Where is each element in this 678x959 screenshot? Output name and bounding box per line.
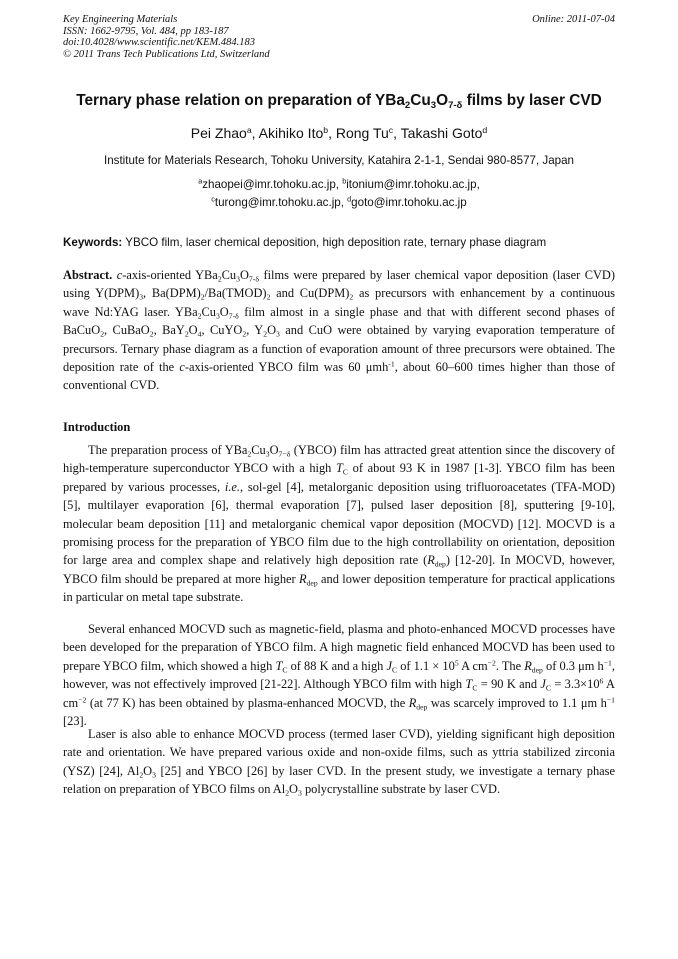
para-text: Laser is also able to enhance MOCVD process (termed laser CVD), yielding significant high deposition rate and orientation. We have prepared various oxide and non-oxide films, such as yttria stabilized zirconia (YSZ) [24], Al	[63, 727, 615, 778]
abstract-sub: 2	[217, 274, 222, 284]
para-text: was scarcely improved to 1.1 μm h	[427, 695, 607, 710]
abstract-text: Cu	[201, 304, 216, 319]
email-address[interactable]: zhaopei@imr.tohoku.ac.jp,	[202, 178, 343, 191]
para-text: A cm	[63, 677, 615, 710]
title-sub: 3	[430, 99, 437, 111]
abstract-text: , BaY	[153, 323, 185, 338]
para-text: ) [12-20]. In MOCVD, however, YBCO film should be prepared at more higher	[63, 553, 615, 586]
keywords-label: Keywords:	[63, 236, 123, 249]
abstract-text: O	[267, 323, 277, 338]
abstract-sub: 2	[149, 329, 154, 339]
abstract-text: and CuO were obtained by varying evaporation temperature of precursors. Ternary phase diagram as a function of evaporation amount of three precursors were obtained. The deposition rate of the	[63, 323, 615, 375]
abstract-italic: c	[116, 268, 123, 282]
para-sub: dep	[416, 701, 428, 711]
abstract-text: and Cu(DPM)	[270, 286, 350, 301]
abstract-text: , CuYO	[201, 323, 243, 338]
email-address[interactable]: itonium@imr.tohoku.ac.jp,	[346, 178, 480, 191]
para-text: [23].	[63, 714, 87, 729]
doi-line: doi:10.4028/www.scientific.net/KEM.484.183	[63, 37, 255, 49]
para-italic: R	[408, 695, 417, 710]
online-date: Online: 2011-07-04	[532, 14, 615, 25]
para-text: and lower deposition temperature for practical applications in particular on metal tape substrate.	[63, 571, 615, 605]
intro-paragraph-3	[63, 725, 615, 799]
para-text: of 1.1 × 10	[397, 658, 455, 673]
abstract-label: Abstract.	[63, 268, 113, 282]
email-mark: b	[342, 176, 347, 186]
abstract-text: -axis-oriented YBCO film was 60 μmh	[184, 360, 389, 375]
author-mark: c	[388, 124, 394, 135]
abstract-text: , Ba(DPM)	[143, 286, 201, 301]
section-heading: Introduction	[63, 420, 131, 434]
para-sup: −1	[603, 658, 612, 668]
para-text: (YBCO) film has attracted great attention since the discovery of high-temperature superconductor YBCO with a high	[63, 443, 615, 476]
para-sub: dep	[434, 559, 446, 569]
author-list	[0, 125, 678, 141]
email-address[interactable]: turong@imr.tohoku.ac.jp,	[214, 196, 348, 209]
abstract-text: , about 60–600 times higher than those of conventional CVD.	[63, 360, 616, 393]
para-sub: C	[545, 683, 551, 693]
abstract-text: O	[188, 323, 198, 338]
abstract-sub: 4	[197, 329, 202, 339]
abstract-sub: 2	[349, 292, 354, 302]
para-text: , sol-gel [4], metalorganic deposition using trifluoroacetates (TFA-MOD) [5], multilayer evaporation [6], thermal evaporation [7], pulsed laser deposition [8], sputtering [9-10], molecular beam deposition [11] and metalorganic chemical vapor deposition (MOCVD) [12]. MOCVD is a promising process for the preparation of YBCO film due to the high controllability on orientation, deposition for large area and complex shape and relatively high deposition rate (	[63, 479, 615, 568]
title-text: Cu	[410, 92, 431, 109]
email-mark: c	[211, 194, 215, 204]
para-italic: R	[524, 658, 532, 673]
para-sub: 3	[298, 788, 302, 798]
email-line	[0, 196, 678, 209]
para-italic: J	[386, 658, 392, 673]
abstract-text: Cu	[221, 268, 237, 282]
para-sub: C	[342, 467, 349, 477]
abstract-sub: 3	[236, 274, 240, 284]
para-sup: 6	[599, 676, 604, 686]
para-sub: 7−δ	[278, 449, 291, 459]
title-text: O	[436, 92, 449, 109]
abstract-text: as precursors with enhancement by a continuous wave Nd:YAG laser. YBa	[63, 286, 615, 319]
title-text: films by laser CVD	[462, 92, 602, 109]
author-sep: ,	[251, 125, 259, 141]
abstract-text: , Y	[246, 323, 264, 338]
author-sep: ,	[328, 125, 336, 141]
para-italic: T	[465, 677, 473, 692]
para-text: of 88 K and a high	[287, 658, 387, 673]
abstract-sub: 2	[200, 292, 205, 302]
author-name: Takashi Goto	[400, 125, 483, 141]
journal-name: Key Engineering Materials	[63, 14, 178, 25]
author-name: Rong Tu	[335, 125, 389, 141]
abstract-sub: 2	[242, 329, 247, 339]
issn-line: ISSN: 1662-9795, Vol. 484, pp 183-187	[63, 25, 229, 37]
abstract-sub: 7-δ	[248, 274, 259, 284]
title-sub: 2	[404, 99, 411, 111]
para-text: = 3.3×10	[550, 677, 600, 692]
para-sup: −2	[78, 695, 87, 705]
para-sup: 5	[454, 658, 459, 668]
para-sub: dep	[531, 665, 543, 675]
journal-header	[63, 14, 615, 60]
para-sup: −1	[606, 695, 615, 705]
email-address[interactable]: goto@imr.tohoku.ac.jp	[351, 196, 467, 209]
keywords-text: YBCO film, laser chemical deposition, high deposition rate, ternary phase diagram	[122, 236, 547, 249]
title-sub: 7-δ	[448, 99, 463, 111]
email-mark: d	[347, 194, 352, 204]
para-text: . The	[495, 658, 525, 673]
intro-paragraph-1	[63, 441, 615, 607]
abstract-sub: 2	[184, 329, 189, 339]
abstract-sub: 2	[263, 329, 268, 339]
affiliation: Institute for Materials Research, Tohoku University, Katahira 2-1-1, Sendai 980-8577, Japan	[103, 154, 574, 167]
abstract-sub: 2	[266, 292, 271, 302]
abstract-text: O	[219, 304, 229, 319]
para-italic: T	[275, 658, 283, 673]
abstract-italic: c	[179, 360, 185, 375]
para-sub: C	[282, 665, 288, 675]
abstract-sup: -1	[388, 359, 395, 369]
para-text: O	[289, 782, 298, 797]
para-text: O	[143, 763, 153, 778]
author-name: Akihiko Ito	[258, 125, 324, 141]
paper-title	[40, 92, 638, 110]
author-mark: b	[323, 124, 329, 135]
para-italic: i.e.	[224, 479, 241, 494]
abstract-text: O	[239, 268, 249, 282]
para-text: (at 77 K) has been obtained by plasma-enhanced MOCVD, the	[86, 695, 409, 710]
abstract-text: /Ba(TMOD)	[204, 286, 267, 301]
para-text: of 0.3 μm h	[542, 658, 604, 673]
intro-paragraph-2	[63, 620, 615, 730]
abstract-text: films were prepared by laser chemical vapor deposition (laser CVD) using Y(DPM)	[63, 268, 615, 301]
para-sub: C	[391, 665, 398, 675]
abstract-sub: 2	[100, 329, 105, 339]
abstract-sub: 7-δ	[228, 311, 239, 321]
para-italic: R	[427, 553, 435, 568]
para-text: [25] and YBCO [26] by laser CVD. In the present study, we investigate a ternary phase relation on preparation of YBCO films on Al	[63, 763, 615, 797]
abstract-sub: 3	[276, 329, 280, 339]
abstract-text: film almost in a single phase and that with different second phases of BaCuO	[63, 304, 615, 338]
para-sub: 3	[152, 770, 156, 780]
para-italic: R	[299, 571, 307, 586]
email-mark: a	[198, 176, 203, 186]
abstract-text: -axis-oriented YBa	[122, 268, 218, 282]
abstract	[63, 266, 615, 395]
para-text: Cu	[251, 443, 266, 457]
para-italic: J	[540, 677, 546, 692]
para-text: A cm	[458, 658, 488, 673]
para-text: The preparation process of YBa	[88, 443, 248, 457]
para-text: O	[269, 443, 279, 457]
para-sup: −2	[487, 658, 496, 668]
para-sub: 2	[285, 788, 290, 798]
para-italic: T	[336, 461, 343, 476]
author-mark: a	[246, 124, 252, 135]
para-sub: C	[472, 683, 478, 693]
para-text: , however, was not effectively improved [21-22]. Although YBCO film with high	[63, 658, 615, 692]
author-name: Pei Zhao	[190, 125, 247, 141]
para-text: = 90 K and	[477, 677, 541, 692]
para-text: Several enhanced MOCVD such as magnetic-field, plasma and photo-enhanced MOCVD processes have been developed for the preparation of YBCO film. A high magnetic field enhanced MOCVD has been used to prepare YBCO film, which showed a high	[63, 622, 615, 673]
para-text: polycrystalline substrate by laser CVD.	[301, 782, 501, 797]
abstract-text: , CuBaO	[104, 323, 150, 338]
para-sub: 2	[139, 770, 144, 780]
author-sep: ,	[393, 125, 401, 141]
para-sub: dep	[306, 578, 318, 588]
keywords	[63, 236, 546, 249]
abstract-sub: 3	[139, 292, 144, 302]
email-line	[0, 178, 678, 191]
para-text: of about 93 K in 1987 [1-3]. YBCO film has been prepared by various processes,	[63, 461, 615, 494]
abstract-sub: 3	[215, 311, 220, 321]
abstract-sub: 2	[197, 311, 202, 321]
copyright-line: © 2011 Trans Tech Publications Ltd, Switzerland	[63, 48, 270, 60]
author-mark: d	[482, 124, 488, 135]
title-text: Ternary phase relation on preparation of YBa	[76, 92, 405, 109]
para-sub: 2	[247, 449, 252, 459]
para-sub: 3	[265, 449, 270, 459]
